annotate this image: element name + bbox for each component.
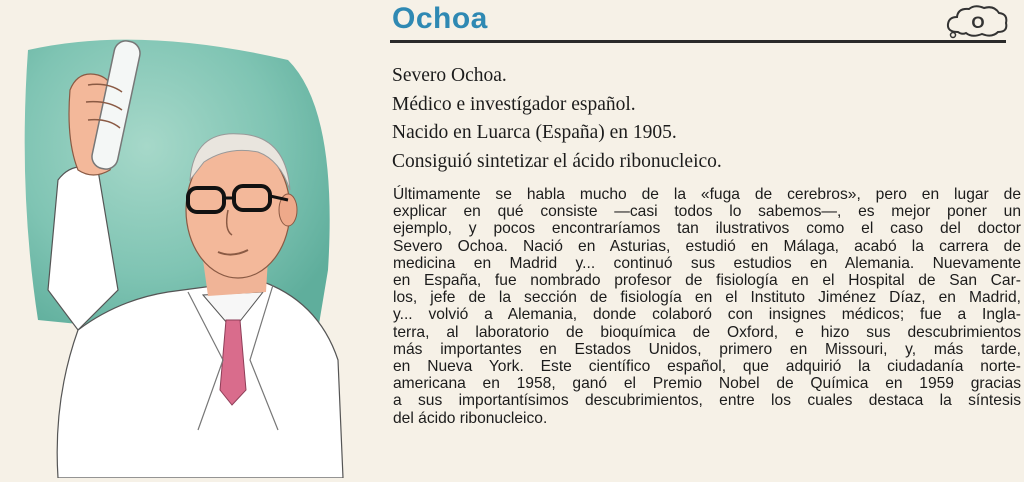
article-line: Severo Ochoa. Nació en Asturias, estudió en Málaga, acabó la carrera de — [393, 237, 1021, 255]
article-line: explicar en qué consiste —casi todos lo sabemos—, es mejor poner un — [393, 203, 1021, 221]
article-body — [393, 186, 1021, 427]
article-line: en Nueva York. Este científico español, que adquirió la ciudadanía norte- — [393, 358, 1021, 376]
article-line: los, jefe de la sección de fisiología en el Instituto Jiménez Díaz, en Madrid, — [393, 289, 1021, 307]
summary-line: Médico e investígador español. — [392, 93, 636, 115]
article-line: terra, al laboratorio de bioquímica de Oxford, e hizo sus descubrimientos — [393, 323, 1021, 341]
article-line: americana en 1958, ganó el Premio Nobel de Química en 1959 gracias — [393, 375, 1021, 393]
cloud-badge-icon — [944, 4, 1010, 40]
badge-letter: O — [971, 13, 985, 32]
summary-line: Consiguió sintetizar el ácido ribonucleico. — [392, 150, 722, 172]
title-rule — [390, 40, 1006, 43]
article-line: y... volvió a Alemania, donde colaboró con insignes médicos; fue a Ingla- — [393, 306, 1021, 324]
article-line: del ácido ribonucleico. — [393, 409, 548, 427]
article-line: Últimamente se habla mucho de la «fuga de cerebros», pero en lugar de — [393, 186, 1021, 203]
scientist-illustration — [18, 30, 348, 478]
summary-line: Severo Ochoa. — [392, 65, 507, 86]
summary-block — [392, 62, 1002, 176]
summary-line: Nacido en Luarca (España) en 1905. — [392, 122, 677, 143]
article-line: a sus importantísimos descubrimientos, entre los cuales destaca la síntesis — [393, 392, 1021, 410]
article-line: más importantes en Estados Unidos, primero en Missouri, y, más tarde, — [393, 340, 1021, 358]
article-line: medicina en Madrid y... continuó sus estudios en Alemania. Nuevamente — [393, 254, 1021, 272]
page-title: Ochoa — [392, 2, 488, 35]
article-line: ejemplo, y pocos encontraríamos tan ilustrativos como el caso del doctor — [393, 220, 1021, 238]
article-line: en España, fue nombrado profesor de fisiología en el Hospital de San Car- — [393, 272, 1021, 290]
